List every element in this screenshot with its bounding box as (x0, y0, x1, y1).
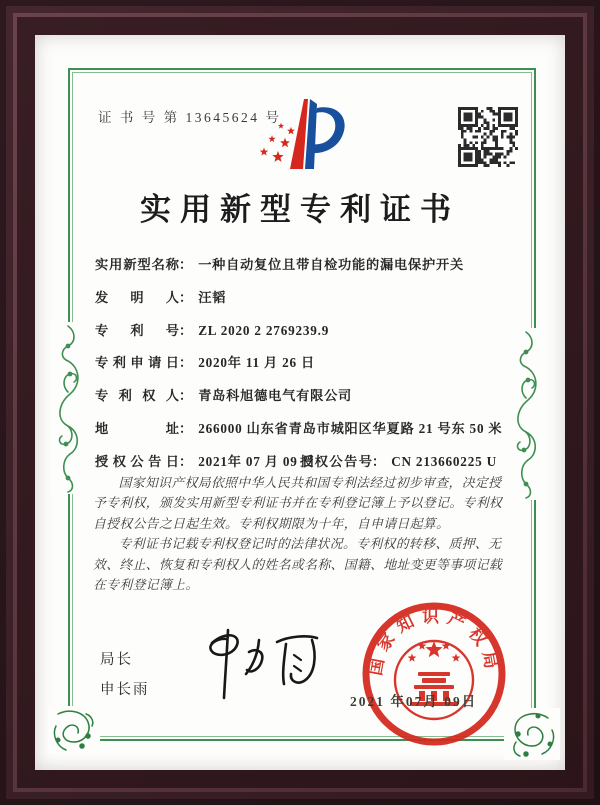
director-signoff (100, 645, 150, 706)
shen-changyu-signature-icon (185, 622, 330, 707)
flourish-right (508, 328, 544, 500)
qr-code (458, 107, 518, 167)
seal-date: 2021 年07月 09日 (350, 694, 478, 709)
field-list (95, 254, 507, 484)
director-name: 申长雨 (100, 682, 150, 699)
flourish-left (50, 322, 86, 494)
certificate-number: 证 书 号 第 13645624 号 (98, 110, 282, 125)
legal-text (93, 473, 509, 596)
field-inventor: 发明人： 汪韬 (95, 289, 227, 305)
legal-paragraph-1: 国家知识产权局依照中华人民共和国专利法经过初步审查，决定授予专利权，颁发实用新型专利证书并在专利登记簿上予以登记。专利权自授权公告之日起生效。专利权期限为十年，自申请日起算。 (93, 476, 503, 531)
cnipa-logo-icon (250, 96, 350, 172)
field-patent-number: 专利号： ZL 2020 2 2769239.9 (95, 322, 330, 338)
field-address: 地址： 266000 山东省青岛市城阳区华夏路 21 号东 50 米 (95, 420, 503, 436)
field-filing-date: 专利申请日： 2020年 11 月 26 日 (95, 355, 315, 371)
field-name: 实用新型名称： 一种自动复位且带自检功能的漏电保护开关 (95, 257, 464, 272)
legal-paragraph-2: 专利证书记载专利权登记时的法律状况。专利权的转移、质押、无效、终止、恢复和专利权人的姓名或名称、国籍、地址变更等事项记载在专利登记簿上。 (93, 537, 503, 593)
director-title: 局长 (100, 652, 133, 668)
field-patentee: 专利权人： 青岛科旭德电气有限公司 (95, 388, 353, 404)
svg-text:国家知识产权局: 国家知识产权局 (365, 607, 503, 678)
floral-corner-bottom-left (48, 706, 100, 754)
cnipa-seal-icon (348, 588, 520, 760)
certificate-title: 实用新型专利证书 (140, 192, 460, 227)
field-grant-number: 授权公告号： CN 213660225 U (300, 453, 497, 469)
field-grant: 授权公告日： 2021年 07 月 09 日 授权公告号： CN 213660225 U (95, 451, 507, 484)
